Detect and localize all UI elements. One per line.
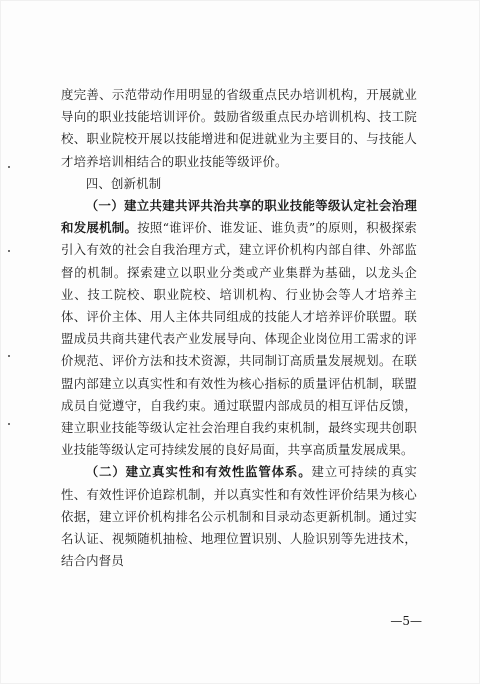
paragraph-continued: 度完善、示范带动作用明显的省级重点民办培训机构，开展就业导向的职业技能培训评价。鼓励省级重点民办培训机构、技工院校、职业院校开展以技能增进和促进就业为主要目的、与技能人才培养培训相结合的职业技能等级评价。 — [61, 87, 417, 169]
subsection-1-title: （一）建立共建共评共治共享的职业技能等级认定社会治理和发展机制。 — [61, 198, 417, 236]
subsection-2 — [61, 461, 417, 572]
margin-mark — [8, 166, 10, 168]
section-heading: 四、创新机制 — [85, 175, 162, 191]
margin-mark — [8, 423, 10, 425]
body-text — [61, 84, 417, 572]
subsection-1 — [61, 195, 417, 461]
margin-mark — [8, 355, 10, 357]
page-number: —5— — [390, 614, 422, 628]
subsection-1-body: 按照“谁评价、谁发证、谁负责”的原则，积极探索引入有效的社会自我治理方式，建立评价机构内部自律、外部监督的机制。探索建立以职业分类或产业集群为基础，以龙头企业、技工院校、职业院校、培训机构、行业协会等人才培养主体、评价主体、用人主体共同组成的技能人才培养评价联盟。联盟成员共商共建代表产业发展导向、体现企业岗位用工需求的评价规范、评价方法和技术资源，共同制订高质量发展规划。在联盟内部建立以真实性和有效性为核心指标的质量评估机制，联盟成员自觉遵守，自我约束。通过联盟内部成员的相互评估反馈，建立职业技能等级认定社会治理自我约束机制，最终实现共创职业技能等级认定可持续发展的良好局面，共享高质量发展成果。 — [61, 220, 417, 458]
subsection-2-body: 建立可持续的真实性、有效性评价追踪机制，并以真实性和有效性评价结果为核心依据，建立评价机构排名公示机制和目录动态更新机制。通过实名认证、视频随机抽检、地理位置识别、人脸识别等先进技术，结合内督员 — [61, 464, 417, 569]
margin-mark — [8, 250, 10, 252]
subsection-2-title: （二）建立真实性和有效性监管体系。 — [85, 464, 312, 480]
